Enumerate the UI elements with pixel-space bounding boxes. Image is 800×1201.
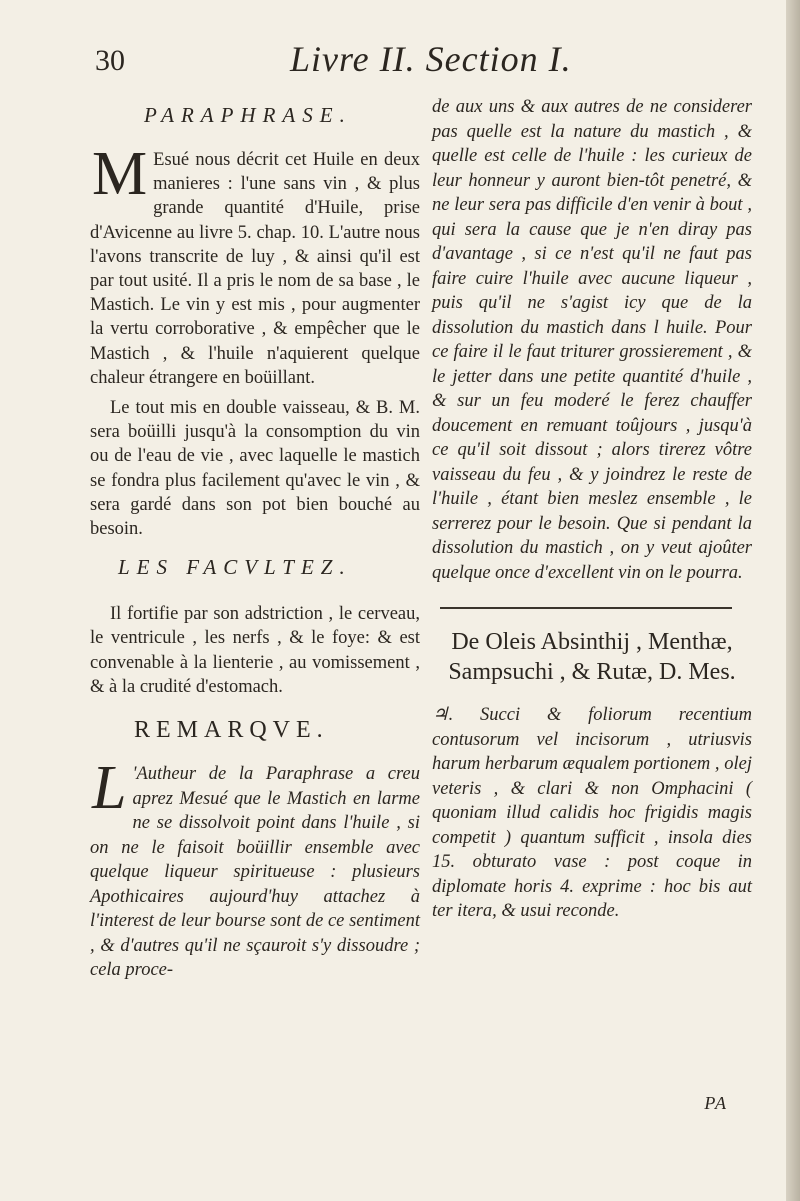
remarque-heading: REMARQVE. [134, 717, 329, 744]
section-divider [440, 607, 732, 609]
paraphrase-text: Esué nous décrit cet Huile en deux manieres : l'une sans vin , & plus grande quantité d'Huile, prise d'Avicenne au livre 5. chap. 10. L'autre nous l'avons transcrite de luy , & ainsi qu'il est par tout usité. Il a pris le nom de sa base , le Mastich. Le vin y est mis , pour augmenter la vertu corroborative , & empêcher que le Mastich , & l'huile n'aquierent quelque chaleur étrangere en boüillant. [90, 150, 420, 388]
paraphrase-paragraph [90, 140, 420, 390]
facultez-heading: LES FACVLTEZ. [118, 555, 352, 580]
paraphrase-heading: PARAPHRASE. [144, 103, 352, 127]
page-header [95, 38, 755, 88]
remarque-paragraph [90, 754, 420, 983]
paraphrase-paragraph-2: Le tout mis en double vaisseau, & B. M. sera boüilli jusqu'à la consomption du vin ou de l'eau de vie , avec laquelle le mastich se fondra plus facilement qu'avec le vin , & sera gardé dans son pot bien bouché au besoin. [90, 398, 420, 540]
page-number: 30 [95, 44, 125, 77]
facultez-paragraph: Il fortifie par son adstriction , le cerveau, le ventricule , les nerfs , & le foye: & est convenable à la lienterie , au vomissement , & à la crudité d'estomach. [90, 604, 420, 697]
catchword: PA [704, 1093, 728, 1113]
dropcap-m: M [92, 140, 148, 208]
dropcap-l: L [92, 754, 127, 823]
recipe-paragraph: ♃. Succi & foliorum recentium contusorum vel incisorum , utriusvis harum herbarum æqualem portionem , olej veteris , & clari & non Omphacini ( quoniam illud calidis hoc frigidis magis competit ) quantum sufficit , insola dies 15. obturato vase : post coque in diplomate horis 4. exprime : hoc bis aut ter itera, & usui reconde. [432, 705, 752, 921]
remarque-text: 'Autheur de la Paraphrase a creu aprez Mesué que le Mastich en larme ne se dissolvoit point dans l'huile , si on ne le faisoit boüillir ensemble avec quelque liqueur spiritueuse : plusieurs Apothicaires aujourd'huy attachez à l'interest de leur bourse sont de ce sentiment , & d'autres qu'il ne sçauroit s'y dissoudre ; cela proce- [90, 764, 420, 981]
continued-paragraph: de aux uns & aux autres de ne considerer pas quelle est la nature du mastich , & quelle est celle de l'huile : les curieux de leur honneur y auront bien-tôt penetré, & ne leur sera pas difficile d'en venir à bout , qui sera la cause que je n'en diray pas d'avantage , si ce n'est qu'il ne faut pas faire cuire l'huile avec aucune liqueur , puis qu'il ne s'agist icy que de la dissolution du mastich dans l huile. Pour ce faire il le faut triturer grossierement , & le jetter dans une petite quantité d'huile , & sur un feu moderé le ferez chauffer doucement en remuant toûjours , jusqu'à ce qu'il soit dissout ; alors tirerez vôtre vaisseau du feu , & y joindrez le reste de l'huile , étant bien meslez ensemble , le serrerez pour le besoin. Que si pendant la dissolution du mastich , on y veut ajoûter quelque once d'excellent vin on le pourra. [432, 97, 752, 583]
right-column [432, 95, 752, 924]
left-column [90, 95, 420, 983]
running-title: Livre II. Section I. [290, 39, 572, 79]
section-title: De Oleis Absinthij , Menthæ, Sampsuchi , & Rutæ, D. Mes. [448, 629, 736, 685]
